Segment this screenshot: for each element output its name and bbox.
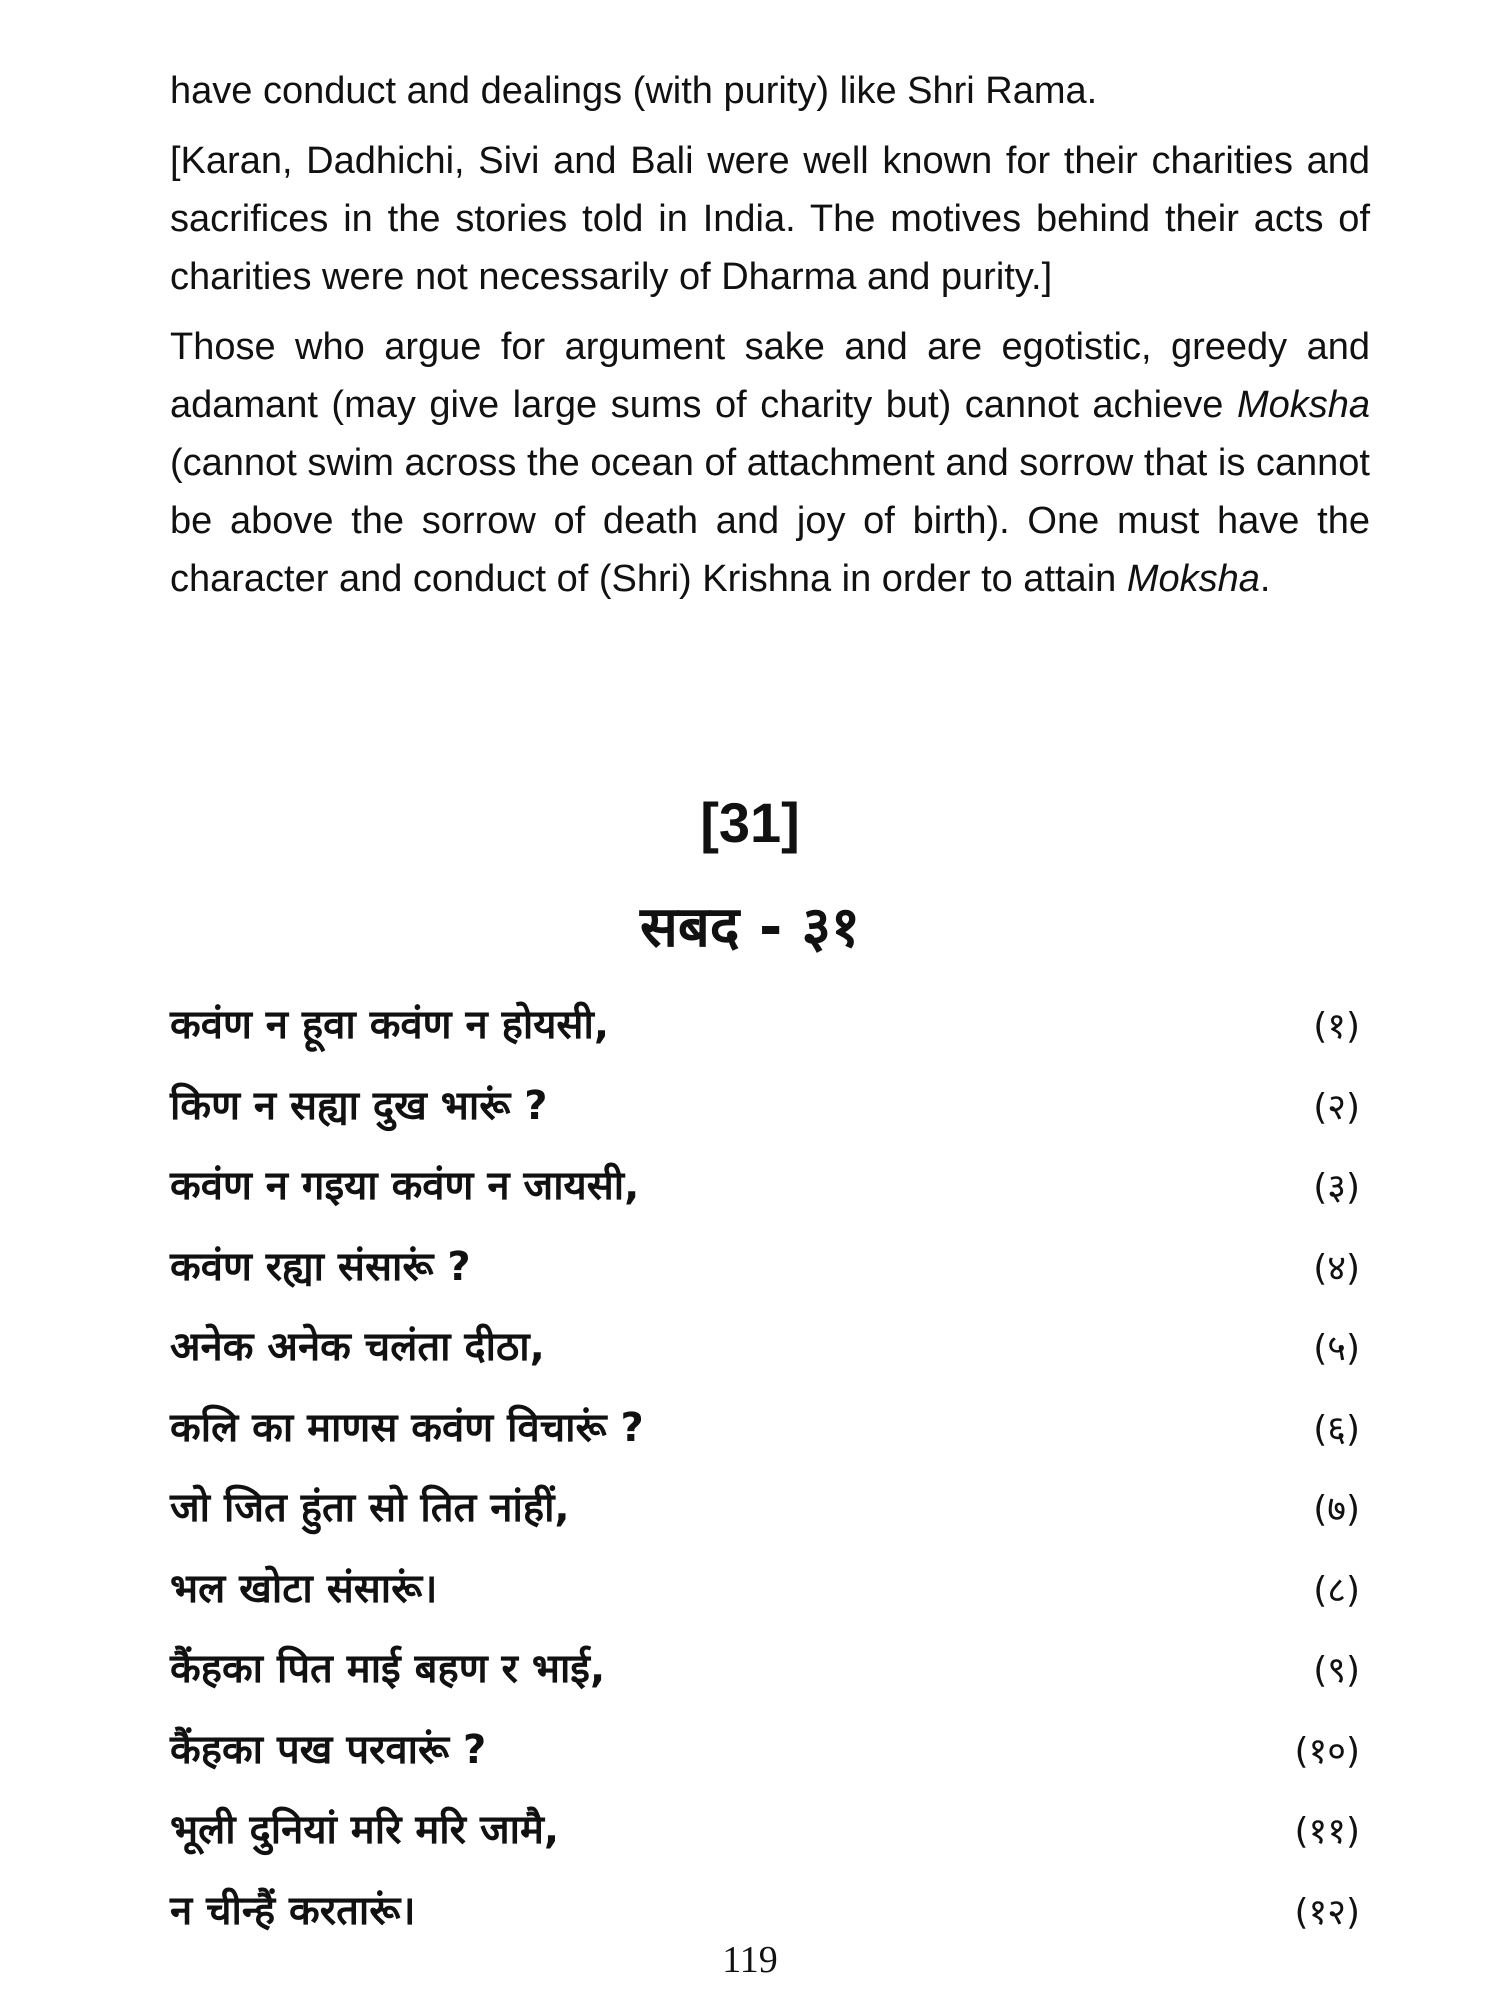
paragraph-3-part-c: (cannot swim across the ocean of attachment and sorrow that is cannot be above the sorrow of death and joy of birth). One must have the character and conduct of (Shri) Krishna in order to attain	[170, 442, 1370, 600]
paragraph-3	[170, 318, 1370, 608]
verse-line	[170, 1237, 1360, 1318]
verse-line	[170, 995, 1360, 1076]
page-number: 119	[722, 1939, 778, 1981]
verse-number: (५)	[1313, 1328, 1360, 1369]
verse-text: कवंण रह्या संसारूं ?	[170, 1243, 471, 1290]
verse-list	[170, 995, 1360, 1961]
verse-text: भूली दुनियां मरि मरि जामै,	[170, 1807, 560, 1853]
verse-text: कैंहका पख परवारूं ?	[170, 1726, 487, 1773]
verse-text: किण न सह्या दुख भारूं ?	[170, 1082, 548, 1129]
verse-line	[170, 1800, 1360, 1881]
verse-number: (१२)	[1294, 1891, 1360, 1933]
paragraph-3-part-a: Those who argue for argument sake and are egotistic, greedy and adamant (may give large sums of charity but) cannot achieve	[170, 326, 1370, 426]
verse-line	[170, 1720, 1360, 1801]
verse-text: अनेक अनेक चलंता दीठा,	[170, 1324, 545, 1370]
paragraph-1: have conduct and dealings (with purity) like Shri Rama.	[170, 70, 1098, 112]
verse-line	[170, 1156, 1360, 1237]
verse-number: (७)	[1313, 1489, 1360, 1530]
verse-number: (२)	[1313, 1086, 1360, 1128]
section-title: सबद - ३१	[639, 895, 861, 960]
verse-line	[170, 1478, 1360, 1559]
moksha-term: Moksha	[1126, 558, 1260, 600]
verse-number: (८)	[1313, 1569, 1360, 1611]
verse-text: भल खोटा संसारूं।	[170, 1565, 438, 1612]
verse-number: (४)	[1313, 1247, 1360, 1289]
commentary-text	[170, 62, 1370, 620]
verse-line	[170, 1076, 1360, 1157]
verse-text: कवंण न हूवा कवंण न होयसी,	[170, 1002, 610, 1048]
verse-number: (६)	[1313, 1408, 1360, 1450]
verse-text: जो जित हुंता सो तित नांहीं,	[170, 1485, 570, 1531]
paragraph-2: [Karan, Dadhichi, Sivi and Bali were well known for their charities and sacrifices in the stories told in India. The motives behind their acts of charities were not necessarily of Dharma and purity.]	[170, 140, 1370, 298]
verse-text: न चीन्हैं करतारूं।	[170, 1887, 416, 1934]
verse-text: कवंण न गइया कवंण न जायसी,	[170, 1163, 640, 1209]
verse-number: (११)	[1294, 1811, 1360, 1852]
verse-text: कैंहका पित माई बहण र भाई,	[170, 1646, 606, 1692]
paragraph-3-part-e: .	[1259, 558, 1271, 600]
verse-text: कलि का माणस कवंण विचारूं ?	[170, 1404, 644, 1451]
verse-line	[170, 1559, 1360, 1640]
verse-line	[170, 1398, 1360, 1479]
verse-number: (३)	[1313, 1167, 1360, 1208]
verse-line	[170, 1639, 1360, 1720]
verse-number: (१)	[1313, 1006, 1360, 1047]
section-number: [31]	[700, 791, 800, 854]
verse-number: (१०)	[1294, 1730, 1360, 1772]
moksha-term: Moksha	[1236, 384, 1370, 426]
verse-line	[170, 1317, 1360, 1398]
verse-number: (९)	[1313, 1650, 1360, 1691]
